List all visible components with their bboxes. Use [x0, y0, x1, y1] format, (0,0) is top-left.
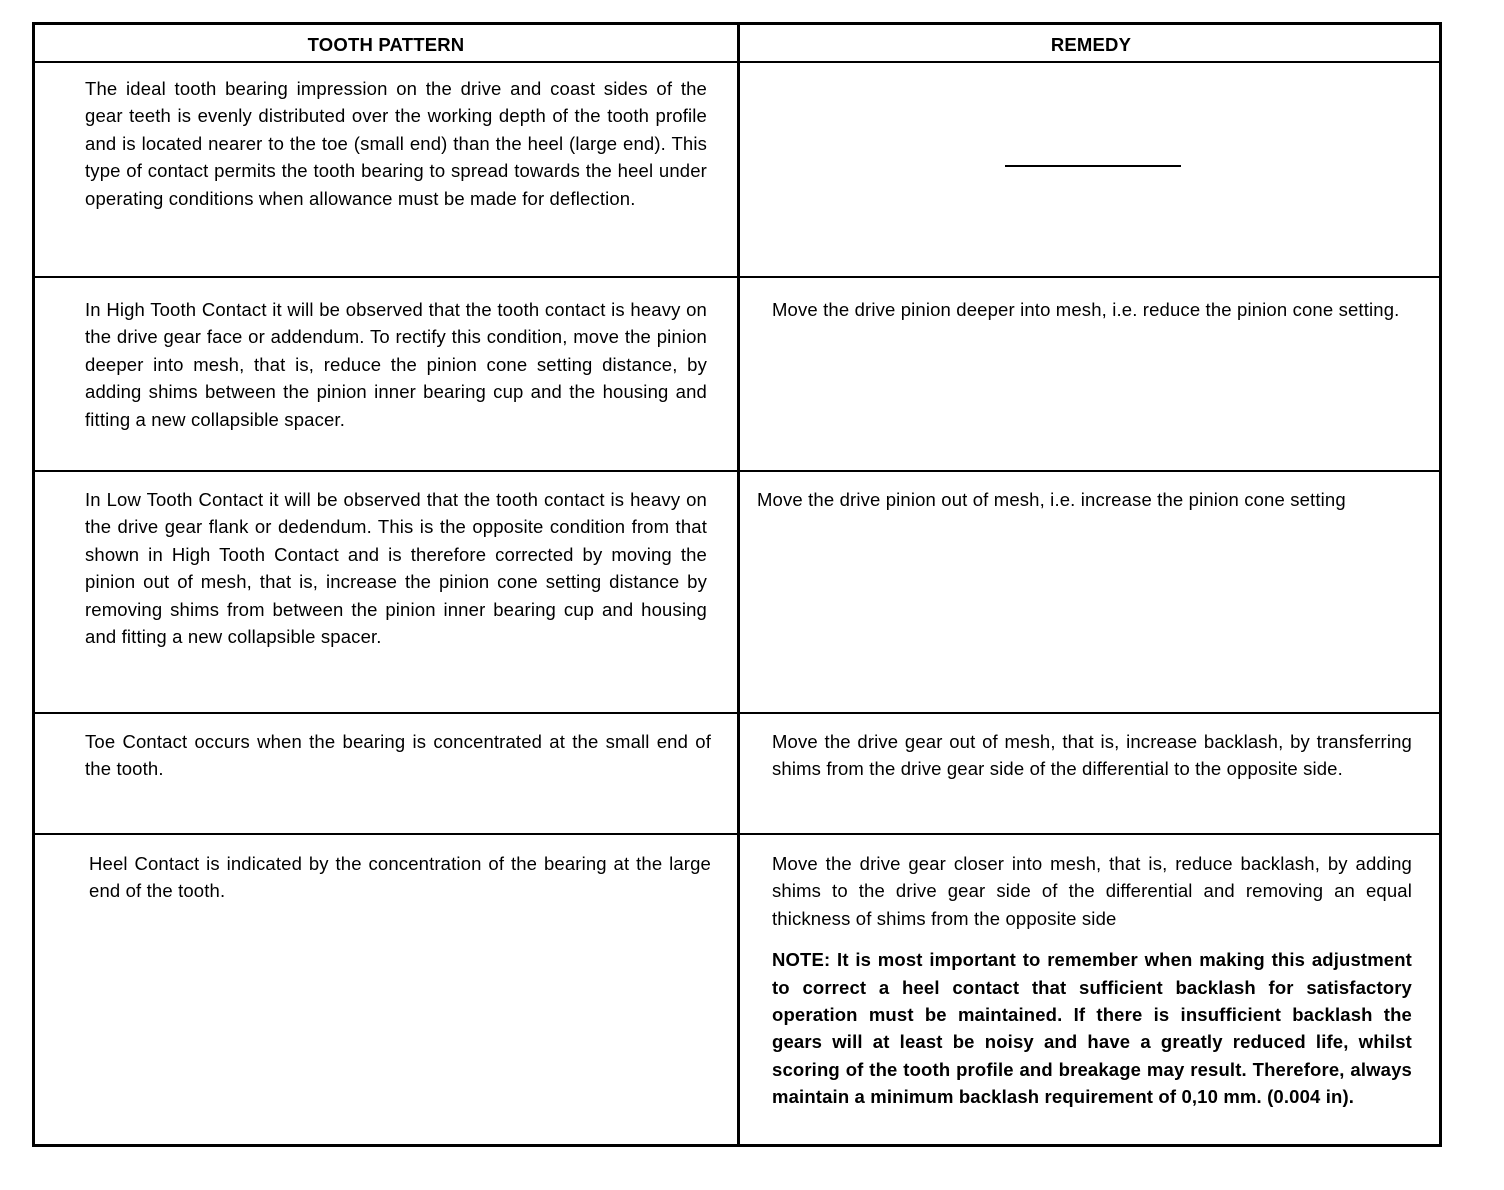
column-divider — [737, 25, 740, 1144]
tooth-pattern-table — [32, 22, 1442, 1147]
row-divider — [35, 470, 1439, 472]
row-divider — [35, 276, 1439, 278]
pattern-low-tooth-contact: In Low Tooth Contact it will be observed that the tooth contact is heavy on the drive gear flank or dedendum. This is the opposite condition from that shown in High Tooth Contact and is therefore corrected by moving the pinion out of mesh, that is, increase the pinion cone setting distance by removing shims from between the pinion inner bearing cup and housing and fitting a new collapsible spacer. — [85, 489, 707, 648]
remedy-toe-contact: Move the drive gear out of mesh, that is, increase backlash, by transferring shims from the drive gear side of the differential to the opposite side. — [772, 731, 1412, 780]
remedy-high-tooth-contact: Move the drive pinion deeper into mesh, i.e. reduce the pinion cone setting. — [772, 299, 1400, 320]
row-divider — [35, 712, 1439, 714]
row-divider — [35, 833, 1439, 835]
pattern-toe-contact: Toe Contact occurs when the bearing is concentrated at the small end of the tooth. — [85, 731, 711, 780]
pattern-high-tooth-contact: In High Tooth Contact it will be observed that the tooth contact is heavy on the drive gear face or addendum. To rectify this condition, move the pinion deeper into mesh, that is, reduce the pinion cone setting distance, by adding shims between the pinion inner bearing cup and the housing and fitting a new collapsible spacer. — [85, 299, 707, 430]
pattern-ideal-contact: The ideal tooth bearing impression on the drive and coast sides of the gear teeth is evenly distributed over the working depth of the tooth profile and is located nearer to the toe (small end) than the heel (large end). This type of contact permits the tooth bearing to spread towards the heel under operating conditions when allowance must be made for deflection. — [85, 78, 707, 209]
remedy-low-tooth-contact: Move the drive pinion out of mesh, i.e. increase the pinion cone setting — [757, 489, 1346, 510]
remedy-heel-contact-block — [772, 850, 1412, 1111]
header-remedy: REMEDY — [1050, 34, 1132, 55]
remedy-heel-contact: Move the drive gear closer into mesh, that is, reduce backlash, by adding shims to the drive gear side of the differential and removing an equal thickness of shims from the opposite side — [772, 853, 1412, 929]
heel-contact-note: NOTE: It is most important to remember when making this adjustment to correct a heel contact that sufficient backlash for satisfactory operation must be maintained. If there is insufficient backlash the gears will at least be noisy and have a greatly reduced life, whilst scoring of the tooth profile and breakage may result. Therefore, always maintain a minimum backlash requirement of 0,10 mm. (0.004 in). — [772, 949, 1412, 1108]
header-tooth-pattern: TOOTH PATTERN — [307, 34, 465, 55]
pattern-heel-contact: Heel Contact is indicated by the concentration of the bearing at the large end of the tooth. — [89, 853, 711, 902]
remedy-none-dash — [1005, 165, 1181, 167]
